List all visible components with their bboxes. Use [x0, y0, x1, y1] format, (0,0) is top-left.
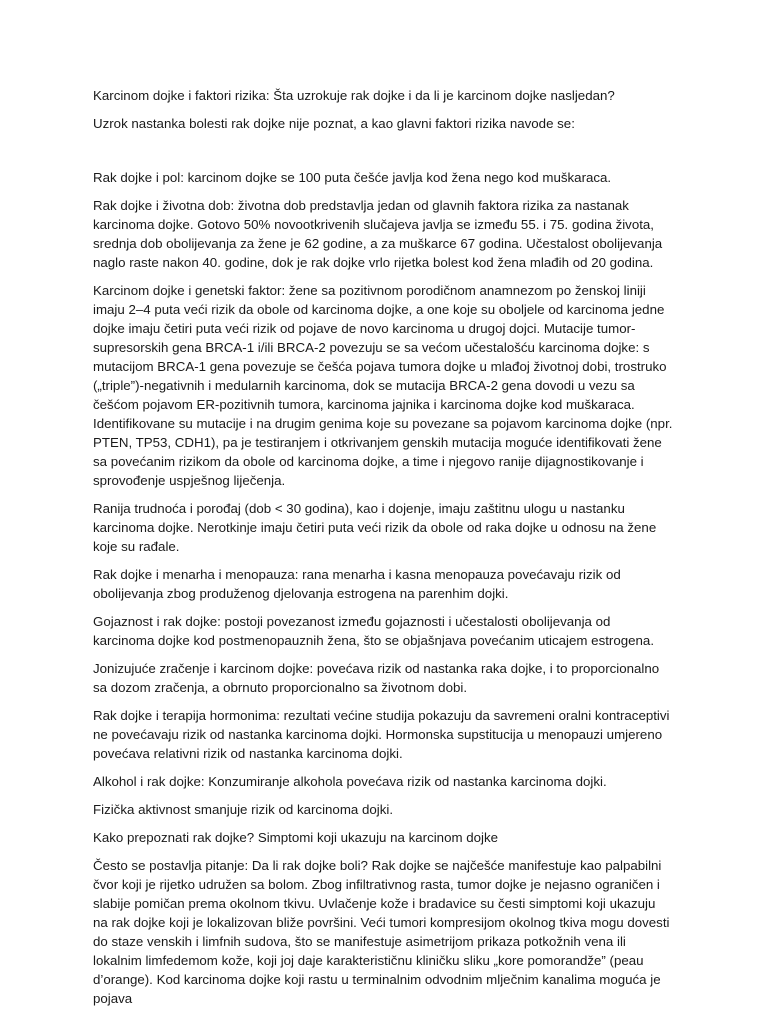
- paragraph-hormones: Rak dojke i terapija hormonima: rezultati većine studija pokazuju da savremeni oralni kontraceptivi ne povećavaju rizik od nastanka karcinoma dojki. Hormonska supstitucija u menopauzi umjereno povećava relativni rizik od nastanka karcinoma dojki.: [93, 708, 670, 761]
- paragraph-activity: Fizička aktivnost smanjuje rizik od karcinoma dojki.: [93, 802, 394, 817]
- paragraph-radiation: Jonizujuće zračenje i karcinom dojke: povećava rizik od nastanka raka dojke, i to proporcionalno sa dozom zračenja, a obrnuto proporcionalno sa životnom dobi.: [93, 661, 660, 695]
- document-title-paragraph: Karcinom dojke i faktori rizika: Šta uzrokuje rak dojke i da li je karcinom dojke nasljedan?: [93, 88, 615, 103]
- paragraph-obesity: Gojaznost i rak dojke: postoji povezanost između gojaznosti i učestalosti obolijevanja od karcinoma dojke kod postmenopauznih žena, što se objašnjava povećanim uticajem estrogena.: [93, 614, 655, 648]
- paragraph-menarche: Rak dojke i menarha i menopauza: rana menarha i kasna menopauza povećavaju rizik od obolijevanja zbog produženog djelovanja estrogena na parenhim dojki.: [93, 567, 621, 601]
- paragraph-age: Rak dojke i životna dob: životna dob predstavlja jedan od glavnih faktora rizika za nastanak karcinoma dojke. Gotovo 50% novootkrivenih slučajeva javlja se između 55. i 75. godina života, srednja dob obolijevanja za žene je 62 godine, a za muškarce 67 godina. Učestalost obolijevanja naglo raste nakon 40. godine, dok je rak dojke vrlo rijetka bolest kod žena mlađih od 20 godina.: [93, 198, 663, 270]
- document-body: [93, 86, 673, 1017]
- section-heading-symptoms: Kako prepoznati rak dojke? Simptomi koji ukazuju na karcinom dojke: [93, 830, 499, 845]
- paragraph-genetics: Karcinom dojke i genetski faktor: žene sa pozitivnom porodičnom anamnezom po ženskoj liniji imaju 2–4 puta veći rizik da obole od karcinoma dojke, a one koje su oboljele od karcinoma jedne dojke imaju četiri puta veći rizik od pojave de novo karcinoma u drugoj dojci. Mutacije tumor-supresorskih gena BRCA-1 i/ili BRCA-2 povezuju se sa većom učestalošću karcinoma dojke: s mutacijom BRCA-1 gena povezuje se češća pojava tumora dojke u mlađoj životnoj dobi, trostruko („triple”)-negativnih i medularnih karcinoma, dok se mutacija BRCA-2 gena dovodi u vezu sa češćom pojavom ER-pozitivnih tumora, karcinoma jajnika i karcinoma dojke kod muškaraca. Identifikovane su mutacije i na drugim genima koje su povezane sa pojavom karcinoma dojke (npr. PTEN, TP53, CDH1), pa je testiranjem i otkrivanjem genskih mutacija moguće identifikovati žene sa povećanim rizikom da obole od karcinoma dojke, a time i njegovo ranije dijagnostikovanje i sprovođenje uspješnog liječenja.: [93, 283, 673, 488]
- intro-paragraph: Uzrok nastanka bolesti rak dojke nije poznat, a kao glavni faktori rizika navode se:: [93, 116, 575, 131]
- paragraph-pregnancy: Ranija trudnoća i porođaj (dob < 30 godina), kao i dojenje, imaju zaštitnu ulogu u nastanku karcinoma dojke. Nerotkinje imaju četiri puta veći rizik da obole od raka dojke u odnosu na žene koje su rađale.: [93, 501, 657, 554]
- paragraph-alcohol: Alkohol i rak dojke: Konzumiranje alkohola povećava rizik od nastanka karcinoma dojki.: [93, 774, 607, 789]
- paragraph-sex: Rak dojke i pol: karcinom dojke se 100 puta češće javlja kod žena nego kod muškaraca.: [93, 170, 612, 185]
- paragraph-symptoms: Često se postavlja pitanje: Da li rak dojke boli? Rak dojke se najčešće manifestuje kao palpabilni čvor koji je rijetko udružen sa bolom. Zbog infiltrativnog rasta, tumor dojke je nejasno ograničen i slabije pomičan prema okolnom tkivu. Uvlačenje kože i bradavice su česti simptomi koji ukazuju na rak dojke koji je lokalizovan bliže površini. Veći tumori kompresijom okolnog tkiva mogu dovesti do staze venskih i limfnih sudova, što se manifestuje asimetrijom prikaza potkožnih vena ili lokalnim limfedemom kože, koji joj daje karakterističnu kliničku sliku „kore pomorandže” (peau d’orange). Kod karcinoma dojke koji rastu u terminalnim odvodnim mlječnim kanalima moguća je pojava: [93, 858, 670, 1006]
